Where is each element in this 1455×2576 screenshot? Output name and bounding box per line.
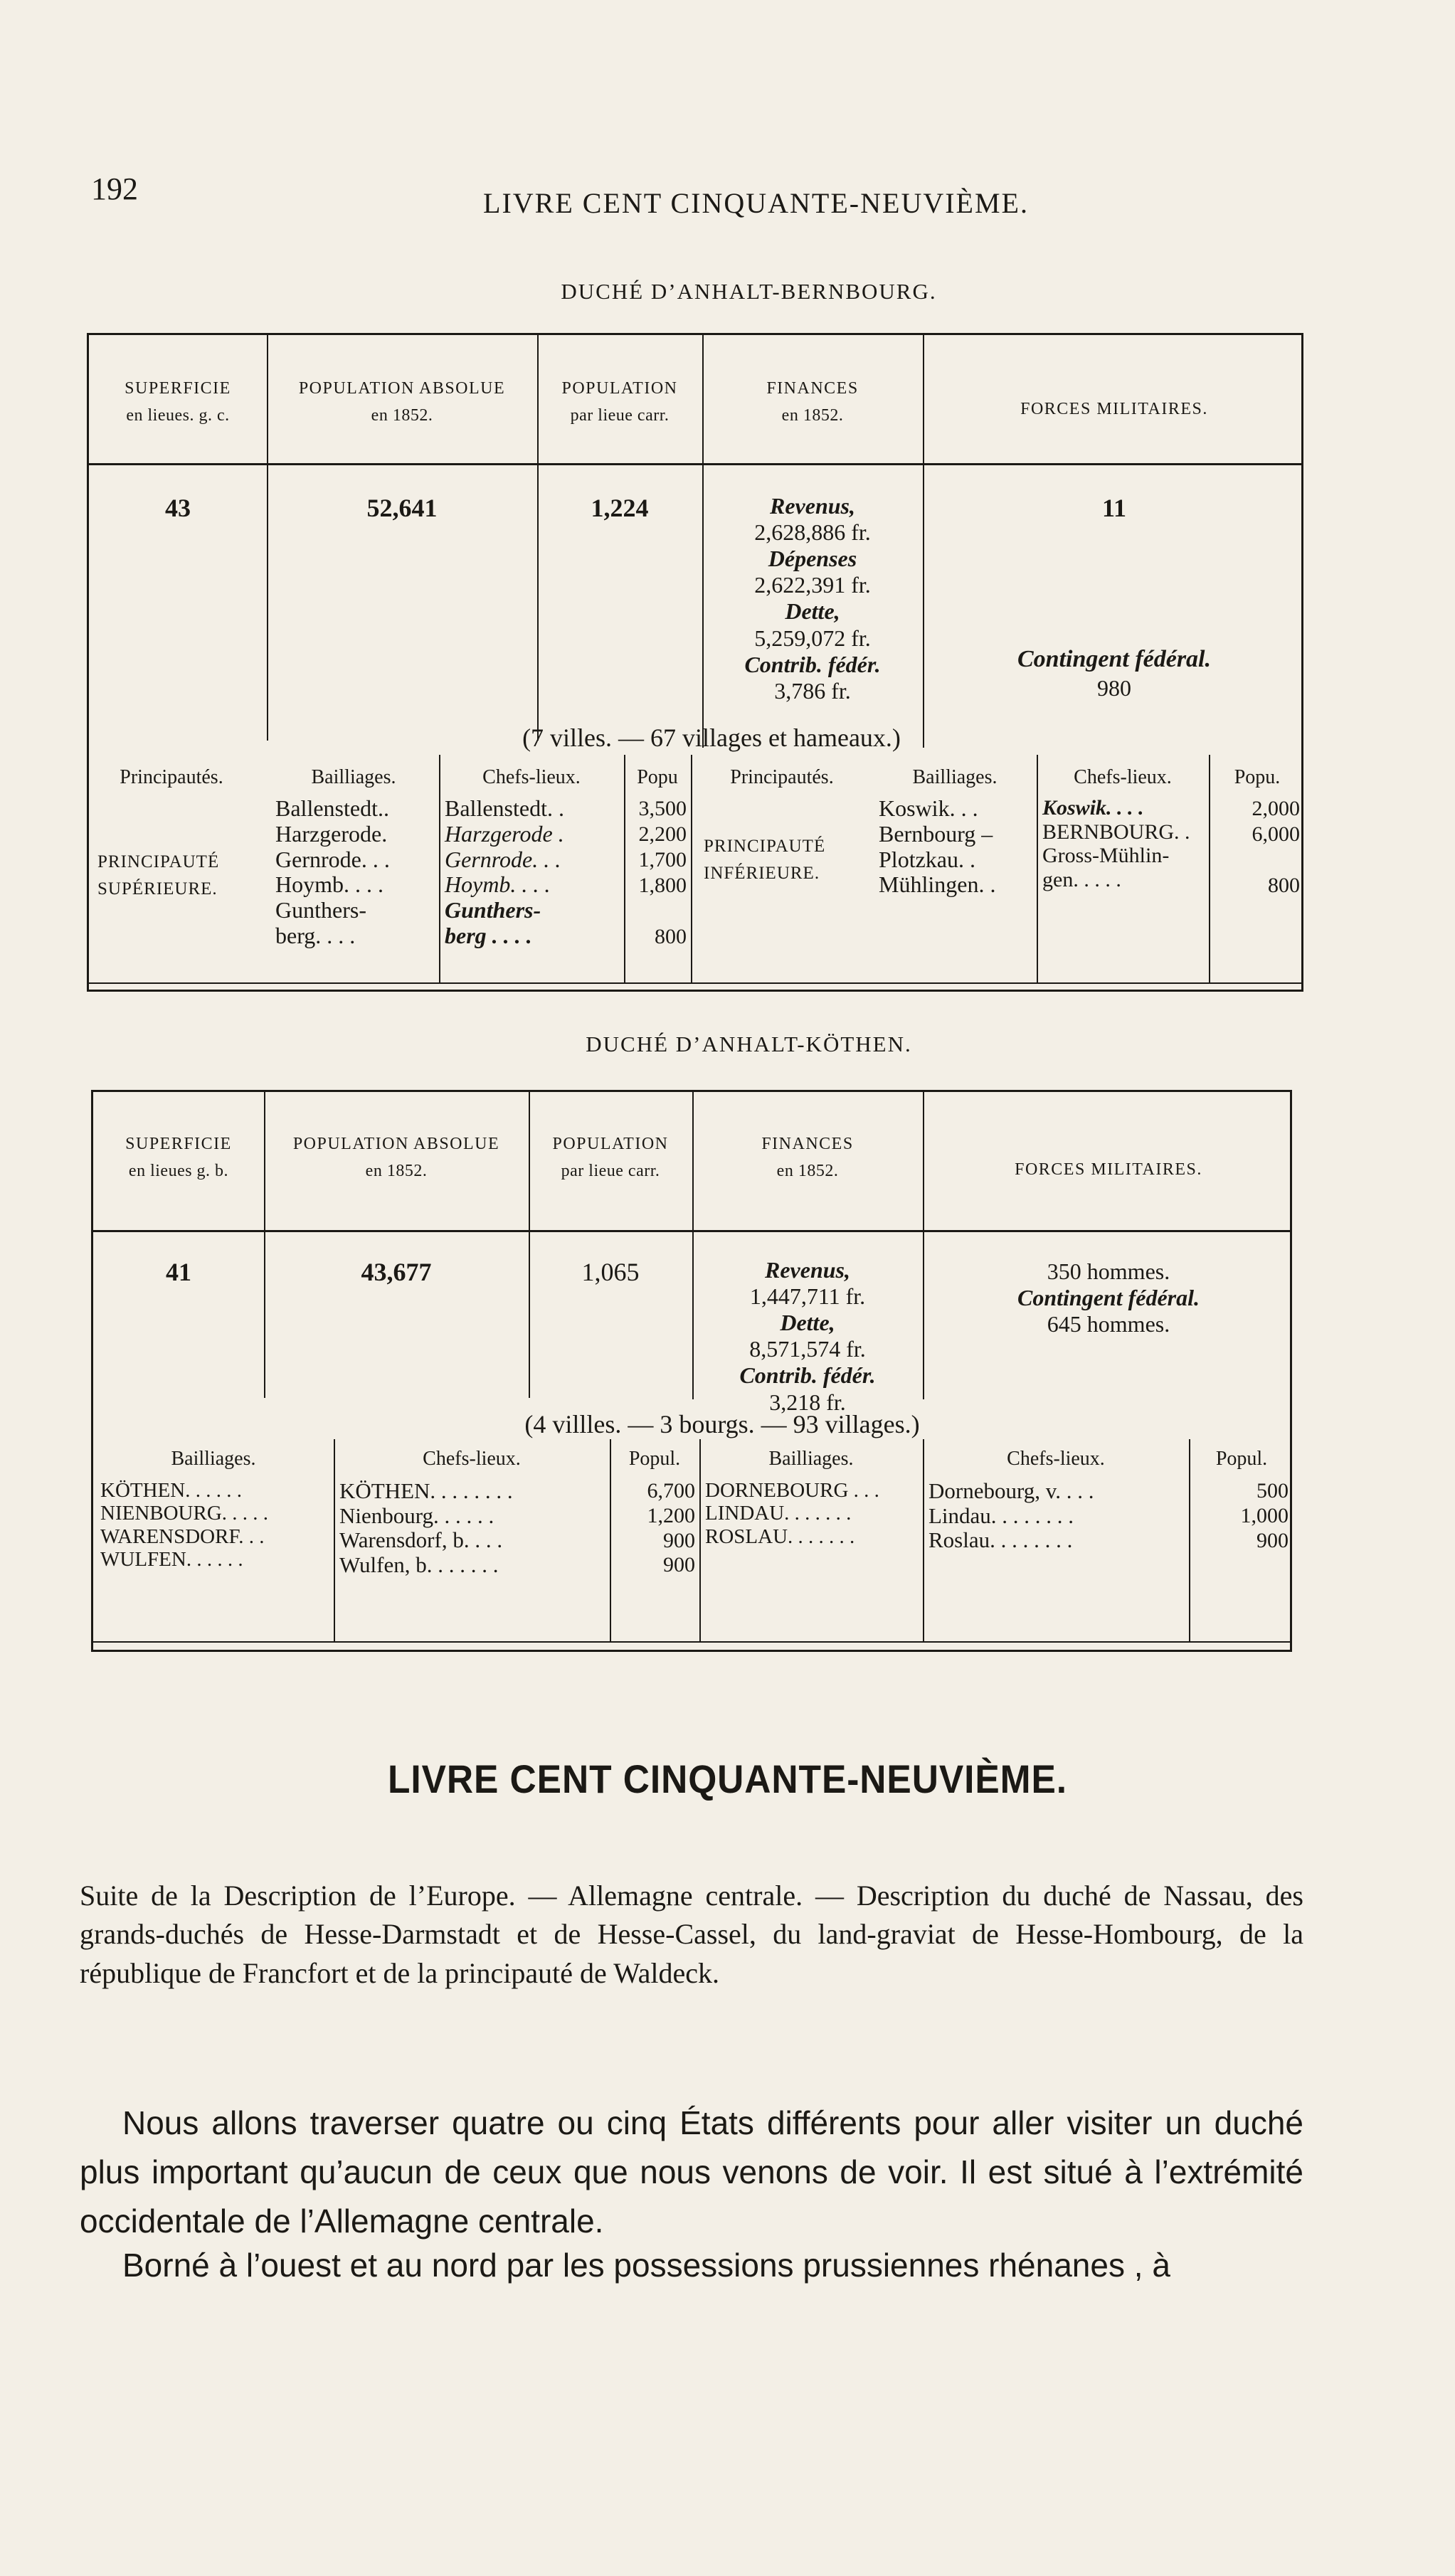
header-population: POPULATION ABSOLUE en 1852. (292, 1135, 500, 1181)
left-h-chefs: Chefs-lieux. (482, 766, 581, 788)
right-bailiwick-col (705, 1479, 879, 1548)
duchy2-title: DUCHÉ D’ANHALT-KÖTHEN. (586, 1032, 912, 1056)
table-row: 1,800 (638, 874, 687, 897)
table-row (1209, 847, 1300, 873)
left-pop-col (624, 796, 687, 950)
chapter-summary: Suite de la Description de l’Europe. — Allemagne centrale. — Description du duché de Nassau, des grands-duchés de Hesse-Darmstadt et de Hesse-Cassel, du land-graviat de Hesse-Hombourg, de la république de Francfort et de la principauté de Waldeck. (80, 1880, 1303, 1989)
table-row: Gernrode. . . (445, 846, 561, 872)
table-row: Gunthers- (445, 897, 541, 923)
header-finances: FINANCES en 1852. (761, 1135, 854, 1181)
table-row: 1,700 (638, 848, 687, 871)
table-row: 2,000 (1252, 797, 1300, 820)
revenue-value: 1,447,711 fr. (749, 1283, 866, 1310)
table-row: Warensdorf, b. . . . (339, 1527, 503, 1553)
header-rule (89, 463, 1301, 465)
table-row: WARENSDORF. . . (100, 1525, 265, 1548)
duchy1-summary-line: (7 villes. — 67 villages et hameaux.) (522, 723, 901, 752)
page-number: 192 (91, 171, 138, 206)
contrib-label: Contrib. fédér. (744, 651, 881, 677)
header-superficie: SUPERFICIE en lieues g. b. (125, 1135, 232, 1181)
contrib-label: Contrib. fédér. (739, 1362, 876, 1389)
table-row: Gross-Mühlin- (1042, 844, 1170, 868)
left-h-bailiwicks: Bailliages. (171, 1448, 256, 1470)
table-row: Gunthers- (275, 897, 366, 923)
table-row: Nienbourg. . . . . . (339, 1502, 494, 1528)
left-chef-col (339, 1479, 513, 1578)
table-row: Roslau. . . . . . . . (928, 1527, 1073, 1553)
header-density: POPULATION par lieue carr. (561, 379, 678, 425)
col-divider (923, 1092, 924, 1399)
contingent-label: Contingent fédéral. (1017, 1285, 1200, 1311)
left-principality-label: PRINCIPAUTÉ SUPÉRIEURE. (97, 852, 220, 899)
contingent-value: 645 hommes. (1047, 1311, 1170, 1337)
revenue-label: Revenus, (770, 493, 855, 519)
contrib-value: 3,218 fr. (769, 1389, 846, 1415)
body-paragraph-2: Borné à l’ouest et au nord par les possessions prussiennes rhénanes , à (122, 2247, 1170, 2284)
right-pop-col (1189, 1479, 1289, 1553)
population-value: 43,677 (361, 1258, 432, 1286)
left-h-principalities: Principautés. (120, 766, 223, 788)
military-men: 350 hommes. (1047, 1258, 1170, 1284)
left-bailiwick-col (275, 796, 390, 949)
table-row: 900 (663, 1528, 695, 1552)
col-divider (439, 755, 440, 982)
table-row: 2,200 (638, 822, 687, 846)
table-row: Harzgerode . (445, 820, 564, 847)
table-row: Ballenstedt.. (275, 795, 389, 821)
table-row: NIENBOURG. . . . . (100, 1502, 269, 1525)
contrib-value: 3,786 fr. (774, 677, 851, 704)
table-row: 6,000 (1252, 822, 1300, 846)
table-row: 800 (1268, 874, 1300, 897)
right-h-bailiwicks: Bailliages. (912, 766, 998, 788)
duchy2-table (91, 1090, 1292, 1652)
surface-value: 41 (166, 1258, 191, 1286)
right-pop-col (1209, 796, 1300, 899)
debt-label: Dette, (780, 1310, 835, 1336)
population-value: 52,641 (366, 494, 438, 522)
table-row: berg . . . . (445, 923, 532, 949)
table-row: DORNEBOURG . . . (705, 1479, 879, 1502)
right-bailiwick-col (879, 796, 995, 898)
surface-value: 43 (165, 494, 191, 522)
header-military: FORCES MILITAIRES. (1015, 1160, 1202, 1179)
col-divider (691, 755, 692, 982)
table-row: Ballenstedt. . (445, 795, 564, 821)
body-paragraph-1: Nous allons traverser quatre ou cinq États différents pour aller visiter un duché plus important qu’aucun de ceux que nous venons de voir. Il est situé à l’extrémité occidentale de l’Allemagne centrale. (80, 2104, 1303, 2240)
col-divider (1037, 755, 1038, 982)
table-row: Dornebourg, v. . . . (928, 1478, 1094, 1503)
expense-label: Dépenses (768, 546, 857, 572)
bottom-rule (93, 1641, 1290, 1643)
left-h-bailiwicks: Bailliages. (311, 766, 396, 788)
table-row: Lindau. . . . . . . . (928, 1502, 1074, 1528)
density-value: 1,224 (591, 494, 649, 522)
table-row: 800 (655, 925, 687, 948)
table-row: Plotzkau. . (879, 846, 975, 872)
table-row: 6,700 (647, 1479, 695, 1502)
military-contingent: Contingent fédéral. 980 (1017, 646, 1212, 701)
running-head: LIVRE CENT CINQUANTE-NEUVIÈME. (483, 187, 1029, 219)
table-row: 900 (1256, 1528, 1289, 1552)
table-row: BERNBOURG. . (1042, 820, 1190, 844)
finances-block (702, 493, 923, 704)
table-row: berg. . . . (275, 923, 356, 949)
table-row: KÖTHEN. . . . . . . . (339, 1478, 513, 1503)
expense-value: 2,622,391 fr. (754, 572, 871, 598)
right-h-principalities: Principautés. (730, 766, 834, 788)
header-population: POPULATION ABSOLUE en 1852. (298, 379, 506, 425)
right-principality-label: PRINCIPAUTÉ INFÉRIEURE. (704, 837, 826, 883)
revenue-label: Revenus, (765, 1257, 850, 1283)
table-row: Mühlingen. . (879, 871, 996, 898)
table-row: Wulfen, b. . . . . . . (339, 1552, 499, 1578)
duchy1-title: DUCHÉ D’ANHALT-BERNBOURG. (561, 279, 937, 304)
book-title: LIVRE CENT CINQUANTE-NEUVIÈME. (387, 1756, 1068, 1801)
left-h-pop: Popu (637, 766, 678, 788)
left-h-pop: Popul. (628, 1448, 681, 1470)
header-finances: FINANCES en 1852. (766, 379, 859, 425)
table-row: 3,500 (638, 797, 687, 820)
table-row: Koswik. . . . (1042, 796, 1144, 820)
duchy2-summary-line: (4 villles. — 3 bourgs. — 93 villages.) (524, 1410, 920, 1438)
table-row: gen. . . . . (1042, 867, 1121, 891)
table-row: Hoymb. . . . (275, 871, 383, 898)
table-row: LINDAU. . . . . . . (705, 1502, 852, 1525)
left-bailiwick-col (100, 1479, 268, 1571)
military-block (923, 1258, 1294, 1337)
table-row: Koswik. . . (879, 795, 978, 821)
debt-label: Dette, (785, 598, 840, 625)
table-row: Hoymb. . . . (445, 871, 551, 898)
duchy1-table (87, 333, 1303, 992)
table-row: Harzgerode. (275, 820, 388, 847)
header-military: FORCES MILITAIRES. (1020, 400, 1208, 418)
bottom-rule (89, 982, 1301, 984)
table-row: ROSLAU. . . . . . . (705, 1525, 855, 1548)
debt-value: 5,259,072 fr. (754, 625, 871, 651)
table-row: 1,200 (647, 1503, 695, 1527)
table-row: 900 (663, 1553, 695, 1577)
table-row: Gernrode. . . (275, 846, 390, 872)
table-row: WULFEN. . . . . . (100, 1548, 243, 1571)
table-row: Bernbourg – (879, 820, 993, 847)
finances-block (692, 1257, 923, 1416)
table-row: 500 (1256, 1479, 1289, 1502)
right-h-chefs: Chefs-lieux. (1074, 766, 1172, 788)
right-chef-col (1042, 796, 1190, 891)
right-h-chefs: Chefs-lieux. (1007, 1448, 1105, 1470)
debt-value: 8,571,574 fr. (749, 1336, 866, 1362)
table-row (624, 899, 687, 924)
right-h-pop: Popu. (1234, 766, 1281, 788)
left-h-chefs: Chefs-lieux. (423, 1448, 521, 1470)
header-density: POPULATION par lieue carr. (552, 1135, 669, 1181)
left-pop-col (610, 1479, 695, 1578)
right-chef-col (928, 1479, 1094, 1553)
header-rule (93, 1230, 1290, 1232)
header-superficie: SUPERFICIE en lieues. g. c. (125, 379, 231, 425)
right-h-bailiwicks: Bailliages. (768, 1448, 854, 1470)
right-h-pop: Popul. (1215, 1448, 1268, 1470)
left-chef-col (445, 796, 564, 949)
table-row: KÖTHEN. . . . . . (100, 1479, 242, 1502)
revenue-value: 2,628,886 fr. (754, 519, 871, 546)
military-count: 11 (1101, 494, 1126, 522)
density-value: 1,065 (581, 1258, 640, 1286)
table-row: 1,000 (1240, 1503, 1289, 1527)
